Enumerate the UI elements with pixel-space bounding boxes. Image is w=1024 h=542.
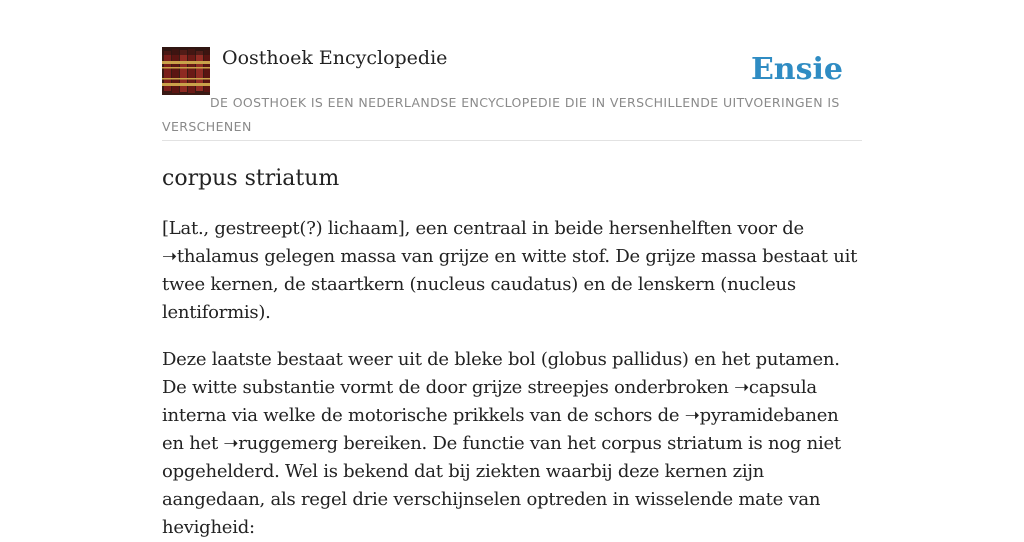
site-header — [162, 44, 862, 141]
article — [162, 160, 862, 542]
publication-name[interactable]: Oosthoek Encyclopedie — [222, 47, 448, 69]
article-paragraph: [Lat., gestreept(?) lichaam], een centraal in beide hersenhelften voor de ➝thalamus gelegen massa van grijze en witte stof. De grijze massa bestaat uit twee kernen, de staartkern (nucleus caudatus) en de lenskern (nucleus lentiformis). — [162, 218, 858, 323]
article-title: corpus striatum — [162, 166, 340, 191]
brand-logo-link[interactable]: Ensie — [750, 52, 843, 87]
publication-avatar[interactable] — [162, 47, 210, 95]
article-paragraph: Deze laatste bestaat weer uit de bleke bol (globus pallidus) en het putamen. De witte substantie vormt de door grijze streepjes onderbroken ➝capsula interna via welke de motorische prikkels van de schors de ➝pyramidebanen en het ➝ruggemerg bereiken. De functie van het corpus striatum is nog niet opgehelderd. Wel is bekend dat bij ziekten waarbij deze kernen zijn aangedaan, als regel drie verschijnselen optreden in wisselende mate van hevigheid: — [162, 349, 841, 538]
book-spines-icon — [162, 47, 210, 95]
publication-tagline: DE OOSTHOEK IS EEN NEDERLANDSE ENCYCLOPEDIE DIE IN VERSCHILLENDE UITVOERINGEN IS VERSCHENEN — [162, 95, 840, 134]
